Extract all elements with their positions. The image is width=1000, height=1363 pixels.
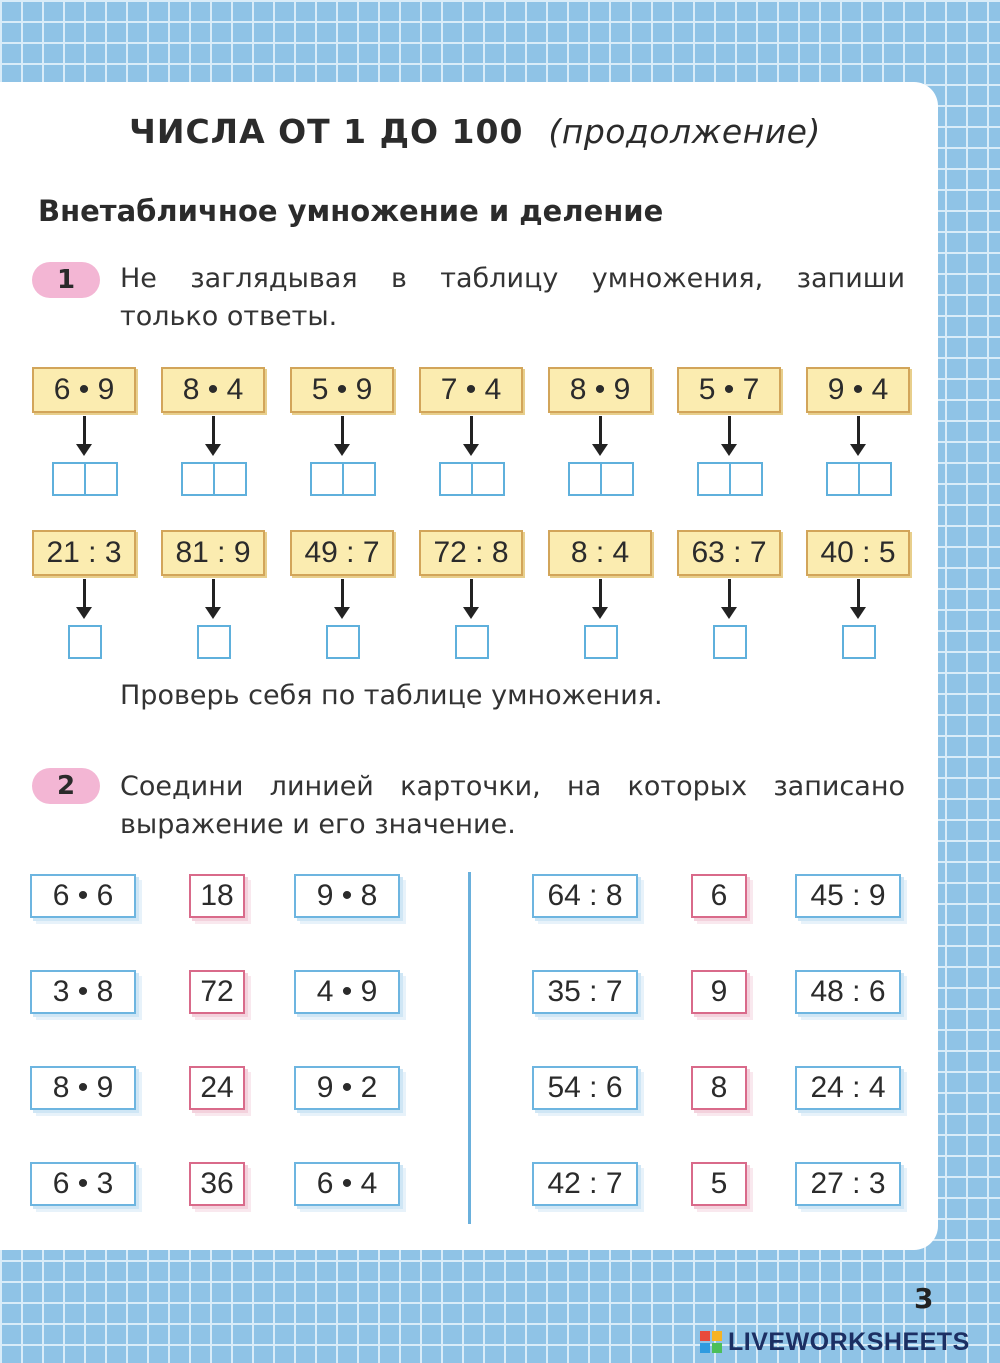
expression-card[interactable]: 45 : 9 [795, 874, 901, 918]
answer-digit-cell[interactable] [699, 464, 729, 494]
task2-line2: выражение и его значение. [120, 809, 516, 840]
answer-input-two-digit[interactable] [826, 462, 892, 496]
answer-input-one-digit[interactable] [68, 625, 102, 659]
answer-digit-cell[interactable] [84, 464, 116, 494]
task2-number-badge: 2 [32, 768, 100, 804]
answer-digit-cell[interactable] [729, 464, 761, 494]
page-title [0, 112, 950, 151]
expression-card[interactable]: 8 • 9 [30, 1066, 136, 1110]
down-arrow-icon [470, 579, 473, 609]
expression-card[interactable]: 9 • 8 [294, 874, 400, 918]
down-arrow-icon [341, 579, 344, 609]
answer-digit-cell[interactable] [213, 464, 245, 494]
expression-card[interactable]: 9 • 2 [294, 1066, 400, 1110]
expression-card[interactable]: 24 : 4 [795, 1066, 901, 1110]
page-number: 3 [914, 1282, 934, 1315]
answer-input-one-digit[interactable] [584, 625, 618, 659]
answer-input-one-digit[interactable] [713, 625, 747, 659]
down-arrow-icon [212, 416, 215, 446]
value-card[interactable]: 36 [189, 1162, 245, 1206]
value-card[interactable]: 5 [691, 1162, 747, 1206]
expression-card[interactable]: 48 : 6 [795, 970, 901, 1014]
div-card: 8 : 4 [548, 530, 652, 576]
expression-card[interactable]: 6 • 4 [294, 1162, 400, 1206]
answer-input-one-digit[interactable] [197, 625, 231, 659]
answer-input-one-digit[interactable] [455, 625, 489, 659]
answer-digit-cell[interactable] [570, 464, 600, 494]
down-arrow-icon [599, 416, 602, 446]
answer-input-one-digit[interactable] [326, 625, 360, 659]
mult-card: 5 • 9 [290, 367, 394, 413]
answer-input-one-digit[interactable] [842, 625, 876, 659]
column-divider [468, 872, 471, 1224]
expression-card[interactable]: 42 : 7 [532, 1162, 638, 1206]
value-card[interactable]: 9 [691, 970, 747, 1014]
answer-digit-cell[interactable] [600, 464, 632, 494]
answer-digit-cell[interactable] [471, 464, 503, 494]
mult-card: 8 • 4 [161, 367, 265, 413]
answer-digit-cell[interactable] [342, 464, 374, 494]
answer-input-two-digit[interactable] [439, 462, 505, 496]
down-arrow-icon [728, 416, 731, 446]
div-card: 49 : 7 [290, 530, 394, 576]
title-sub: (продолжение) [548, 112, 821, 151]
task2-line1: Соедини линией карточки, на которых записано [120, 771, 905, 802]
value-card[interactable]: 6 [691, 874, 747, 918]
div-card: 21 : 3 [32, 530, 136, 576]
task1-line1: Не заглядывая в таблицу умножения, запиши [120, 263, 905, 294]
answer-digit-cell[interactable] [858, 464, 890, 494]
expression-card[interactable]: 54 : 6 [532, 1066, 638, 1110]
div-card: 72 : 8 [419, 530, 523, 576]
answer-input-two-digit[interactable] [52, 462, 118, 496]
answer-digit-cell[interactable] [54, 464, 84, 494]
mult-card: 9 • 4 [806, 367, 910, 413]
down-arrow-icon [212, 579, 215, 609]
answer-digit-cell[interactable] [312, 464, 342, 494]
value-card[interactable]: 24 [189, 1066, 245, 1110]
down-arrow-icon [599, 579, 602, 609]
answer-input-two-digit[interactable] [568, 462, 634, 496]
answer-input-two-digit[interactable] [697, 462, 763, 496]
expression-card[interactable]: 6 • 6 [30, 874, 136, 918]
value-card[interactable]: 18 [189, 874, 245, 918]
answer-digit-cell[interactable] [441, 464, 471, 494]
answer-input-two-digit[interactable] [310, 462, 376, 496]
expression-card[interactable]: 4 • 9 [294, 970, 400, 1014]
section-heading: Внетабличное умножение и деление [38, 194, 664, 228]
div-card: 81 : 9 [161, 530, 265, 576]
mult-card: 7 • 4 [419, 367, 523, 413]
value-card[interactable]: 8 [691, 1066, 747, 1110]
expression-card[interactable]: 6 • 3 [30, 1162, 136, 1206]
expression-card[interactable]: 3 • 8 [30, 970, 136, 1014]
answer-input-two-digit[interactable] [181, 462, 247, 496]
logo-squares-icon [700, 1331, 722, 1353]
expression-card[interactable]: 27 : 3 [795, 1162, 901, 1206]
answer-digit-cell[interactable] [183, 464, 213, 494]
div-card: 40 : 5 [806, 530, 910, 576]
title-main: ЧИСЛА ОТ 1 ДО 100 [129, 112, 524, 151]
div-card: 63 : 7 [677, 530, 781, 576]
mult-card: 5 • 7 [677, 367, 781, 413]
down-arrow-icon [341, 416, 344, 446]
check-instruction: Проверь себя по таблице умножения. [120, 680, 663, 711]
task1-line2: только ответы. [120, 301, 338, 332]
down-arrow-icon [857, 416, 860, 446]
down-arrow-icon [857, 579, 860, 609]
down-arrow-icon [83, 579, 86, 609]
task1-number-badge: 1 [32, 262, 100, 298]
value-card[interactable]: 72 [189, 970, 245, 1014]
down-arrow-icon [83, 416, 86, 446]
down-arrow-icon [470, 416, 473, 446]
expression-card[interactable]: 64 : 8 [532, 874, 638, 918]
down-arrow-icon [728, 579, 731, 609]
expression-card[interactable]: 35 : 7 [532, 970, 638, 1014]
mult-card: 8 • 9 [548, 367, 652, 413]
logo-text: LIVEWORKSHEETS [728, 1327, 970, 1356]
answer-digit-cell[interactable] [828, 464, 858, 494]
mult-card: 6 • 9 [32, 367, 136, 413]
task1-text [120, 260, 905, 336]
task2-text [120, 768, 905, 844]
liveworksheets-logo [700, 1326, 970, 1358]
